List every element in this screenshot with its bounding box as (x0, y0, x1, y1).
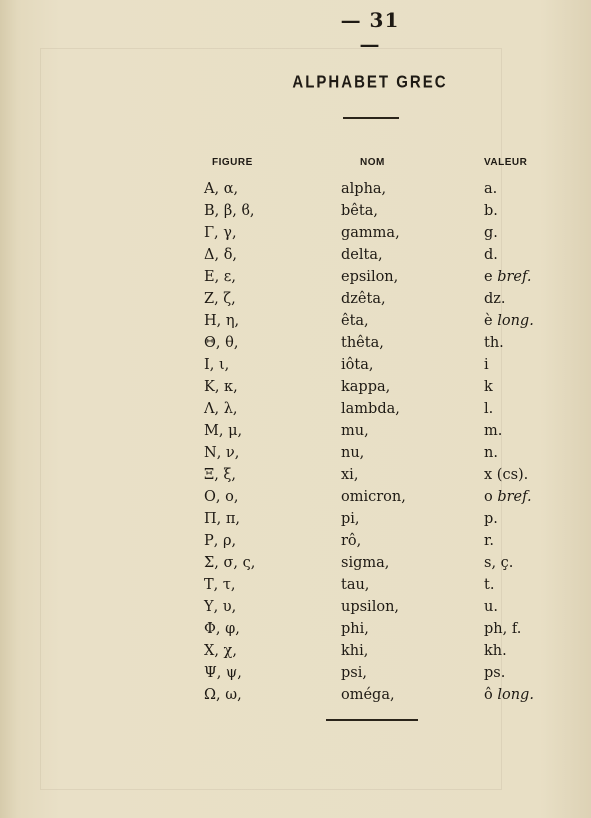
table-row (0, 445, 591, 467)
letter-figure: Δ, δ, (204, 247, 238, 263)
letter-figure: Α, α, (204, 181, 239, 197)
letter-figure: Ζ, ζ, (204, 291, 236, 307)
table-row (0, 467, 591, 489)
letter-value: b. (484, 203, 498, 219)
table-row (0, 181, 591, 203)
letter-value (484, 269, 531, 285)
letter-value: a. (484, 181, 498, 197)
letter-figure: Ν, ν, (204, 445, 240, 461)
letter-figure: Υ, υ, (204, 599, 237, 615)
letter-figure: Ο, ο, (204, 489, 239, 505)
table-row (0, 621, 591, 643)
letter-name: delta, (341, 247, 383, 263)
letter-name: omicron, (341, 489, 406, 505)
letter-value-text: è (484, 313, 498, 329)
letter-name: dzêta, (341, 291, 386, 307)
letter-value: dz. (484, 291, 506, 307)
table-row (0, 269, 591, 291)
page-title: ALPHABET GREC (292, 72, 448, 93)
table-row (0, 511, 591, 533)
letter-value (484, 489, 532, 505)
letter-value-italic: bref. (497, 269, 532, 285)
letter-name: psi, (341, 665, 367, 681)
table-row (0, 643, 591, 665)
letter-name: kappa, (341, 379, 391, 395)
page-number: — 31 — (340, 8, 400, 56)
letter-value: kh. (484, 643, 507, 659)
letter-figure: Ω, ω, (204, 687, 242, 703)
letter-value: k (484, 379, 493, 395)
letter-value: d. (484, 247, 498, 263)
column-header-figure: FIGURE (212, 157, 253, 168)
letter-value (484, 687, 534, 703)
letter-value: u. (484, 599, 498, 615)
letter-name: phi, (341, 621, 369, 637)
letter-value-italic: bref. (497, 489, 532, 505)
letter-name: oméga, (341, 687, 395, 703)
letter-value: ph, f. (484, 621, 522, 637)
letter-value: x (cs). (484, 467, 529, 483)
letter-name: thêta, (341, 335, 384, 351)
alphabet-table (0, 181, 591, 709)
column-header-nom: NOM (360, 157, 385, 168)
letter-value-italic: long. (497, 313, 534, 329)
letter-value-text: o (484, 489, 498, 505)
table-row (0, 555, 591, 577)
letter-figure: Κ, κ, (204, 379, 238, 395)
title-rule (343, 117, 399, 119)
letter-name: mu, (341, 423, 369, 439)
column-header-valeur: VALEUR (484, 157, 528, 168)
letter-value-text: e (484, 269, 498, 285)
letter-value-text: ô (484, 687, 498, 703)
letter-name: sigma, (341, 555, 390, 571)
letter-figure: Γ, γ, (204, 225, 237, 241)
letter-value (484, 313, 534, 329)
letter-value: m. (484, 423, 503, 439)
table-row (0, 489, 591, 511)
table-row (0, 401, 591, 423)
table-row (0, 357, 591, 379)
letter-name: rô, (341, 533, 362, 549)
letter-name: pi, (341, 511, 360, 527)
letter-value: l. (484, 401, 494, 417)
letter-value: t. (484, 577, 495, 593)
letter-figure: Σ, σ, ς, (204, 555, 256, 571)
table-row (0, 313, 591, 335)
letter-figure: Θ, θ, (204, 335, 239, 351)
letter-name: xi, (341, 467, 359, 483)
letter-figure: Ρ, ρ, (204, 533, 237, 549)
letter-value: r. (484, 533, 494, 549)
letter-figure: Β, β, ϐ, (204, 203, 255, 219)
letter-name: nu, (341, 445, 365, 461)
letter-name: lambda, (341, 401, 400, 417)
table-row (0, 225, 591, 247)
table-row (0, 599, 591, 621)
letter-name: tau, (341, 577, 370, 593)
letter-name: bêta, (341, 203, 378, 219)
letter-value: th. (484, 335, 504, 351)
table-row (0, 247, 591, 269)
letter-value: s, ç. (484, 555, 514, 571)
table-row (0, 291, 591, 313)
letter-name: khi, (341, 643, 369, 659)
table-row (0, 665, 591, 687)
letter-figure: Λ, λ, (204, 401, 238, 417)
letter-value: p. (484, 511, 498, 527)
table-row (0, 533, 591, 555)
letter-value-italic: long. (497, 687, 534, 703)
letter-value: g. (484, 225, 498, 241)
table-row (0, 335, 591, 357)
letter-value: i (484, 357, 489, 373)
letter-figure: Μ, μ, (204, 423, 243, 439)
table-row (0, 379, 591, 401)
letter-value: n. (484, 445, 498, 461)
table-row (0, 423, 591, 445)
letter-figure: Τ, τ, (204, 577, 236, 593)
letter-figure: Ξ, ξ, (204, 467, 237, 483)
closing-rule (326, 719, 418, 721)
letter-figure: Ψ, ψ, (204, 665, 242, 681)
letter-figure: Η, η, (204, 313, 240, 329)
letter-name: epsilon, (341, 269, 399, 285)
letter-name: êta, (341, 313, 369, 329)
table-row (0, 203, 591, 225)
letter-figure: Π, π, (204, 511, 241, 527)
letter-figure: Χ, χ, (204, 643, 237, 659)
letter-value: ps. (484, 665, 506, 681)
letter-figure: Ε, ε, (204, 269, 236, 285)
table-row (0, 687, 591, 709)
letter-figure: Ι, ι, (204, 357, 230, 373)
letter-name: alpha, (341, 181, 387, 197)
letter-figure: Φ, φ, (204, 621, 240, 637)
table-row (0, 577, 591, 599)
letter-name: upsilon, (341, 599, 400, 615)
letter-name: iôta, (341, 357, 374, 373)
letter-name: gamma, (341, 225, 400, 241)
